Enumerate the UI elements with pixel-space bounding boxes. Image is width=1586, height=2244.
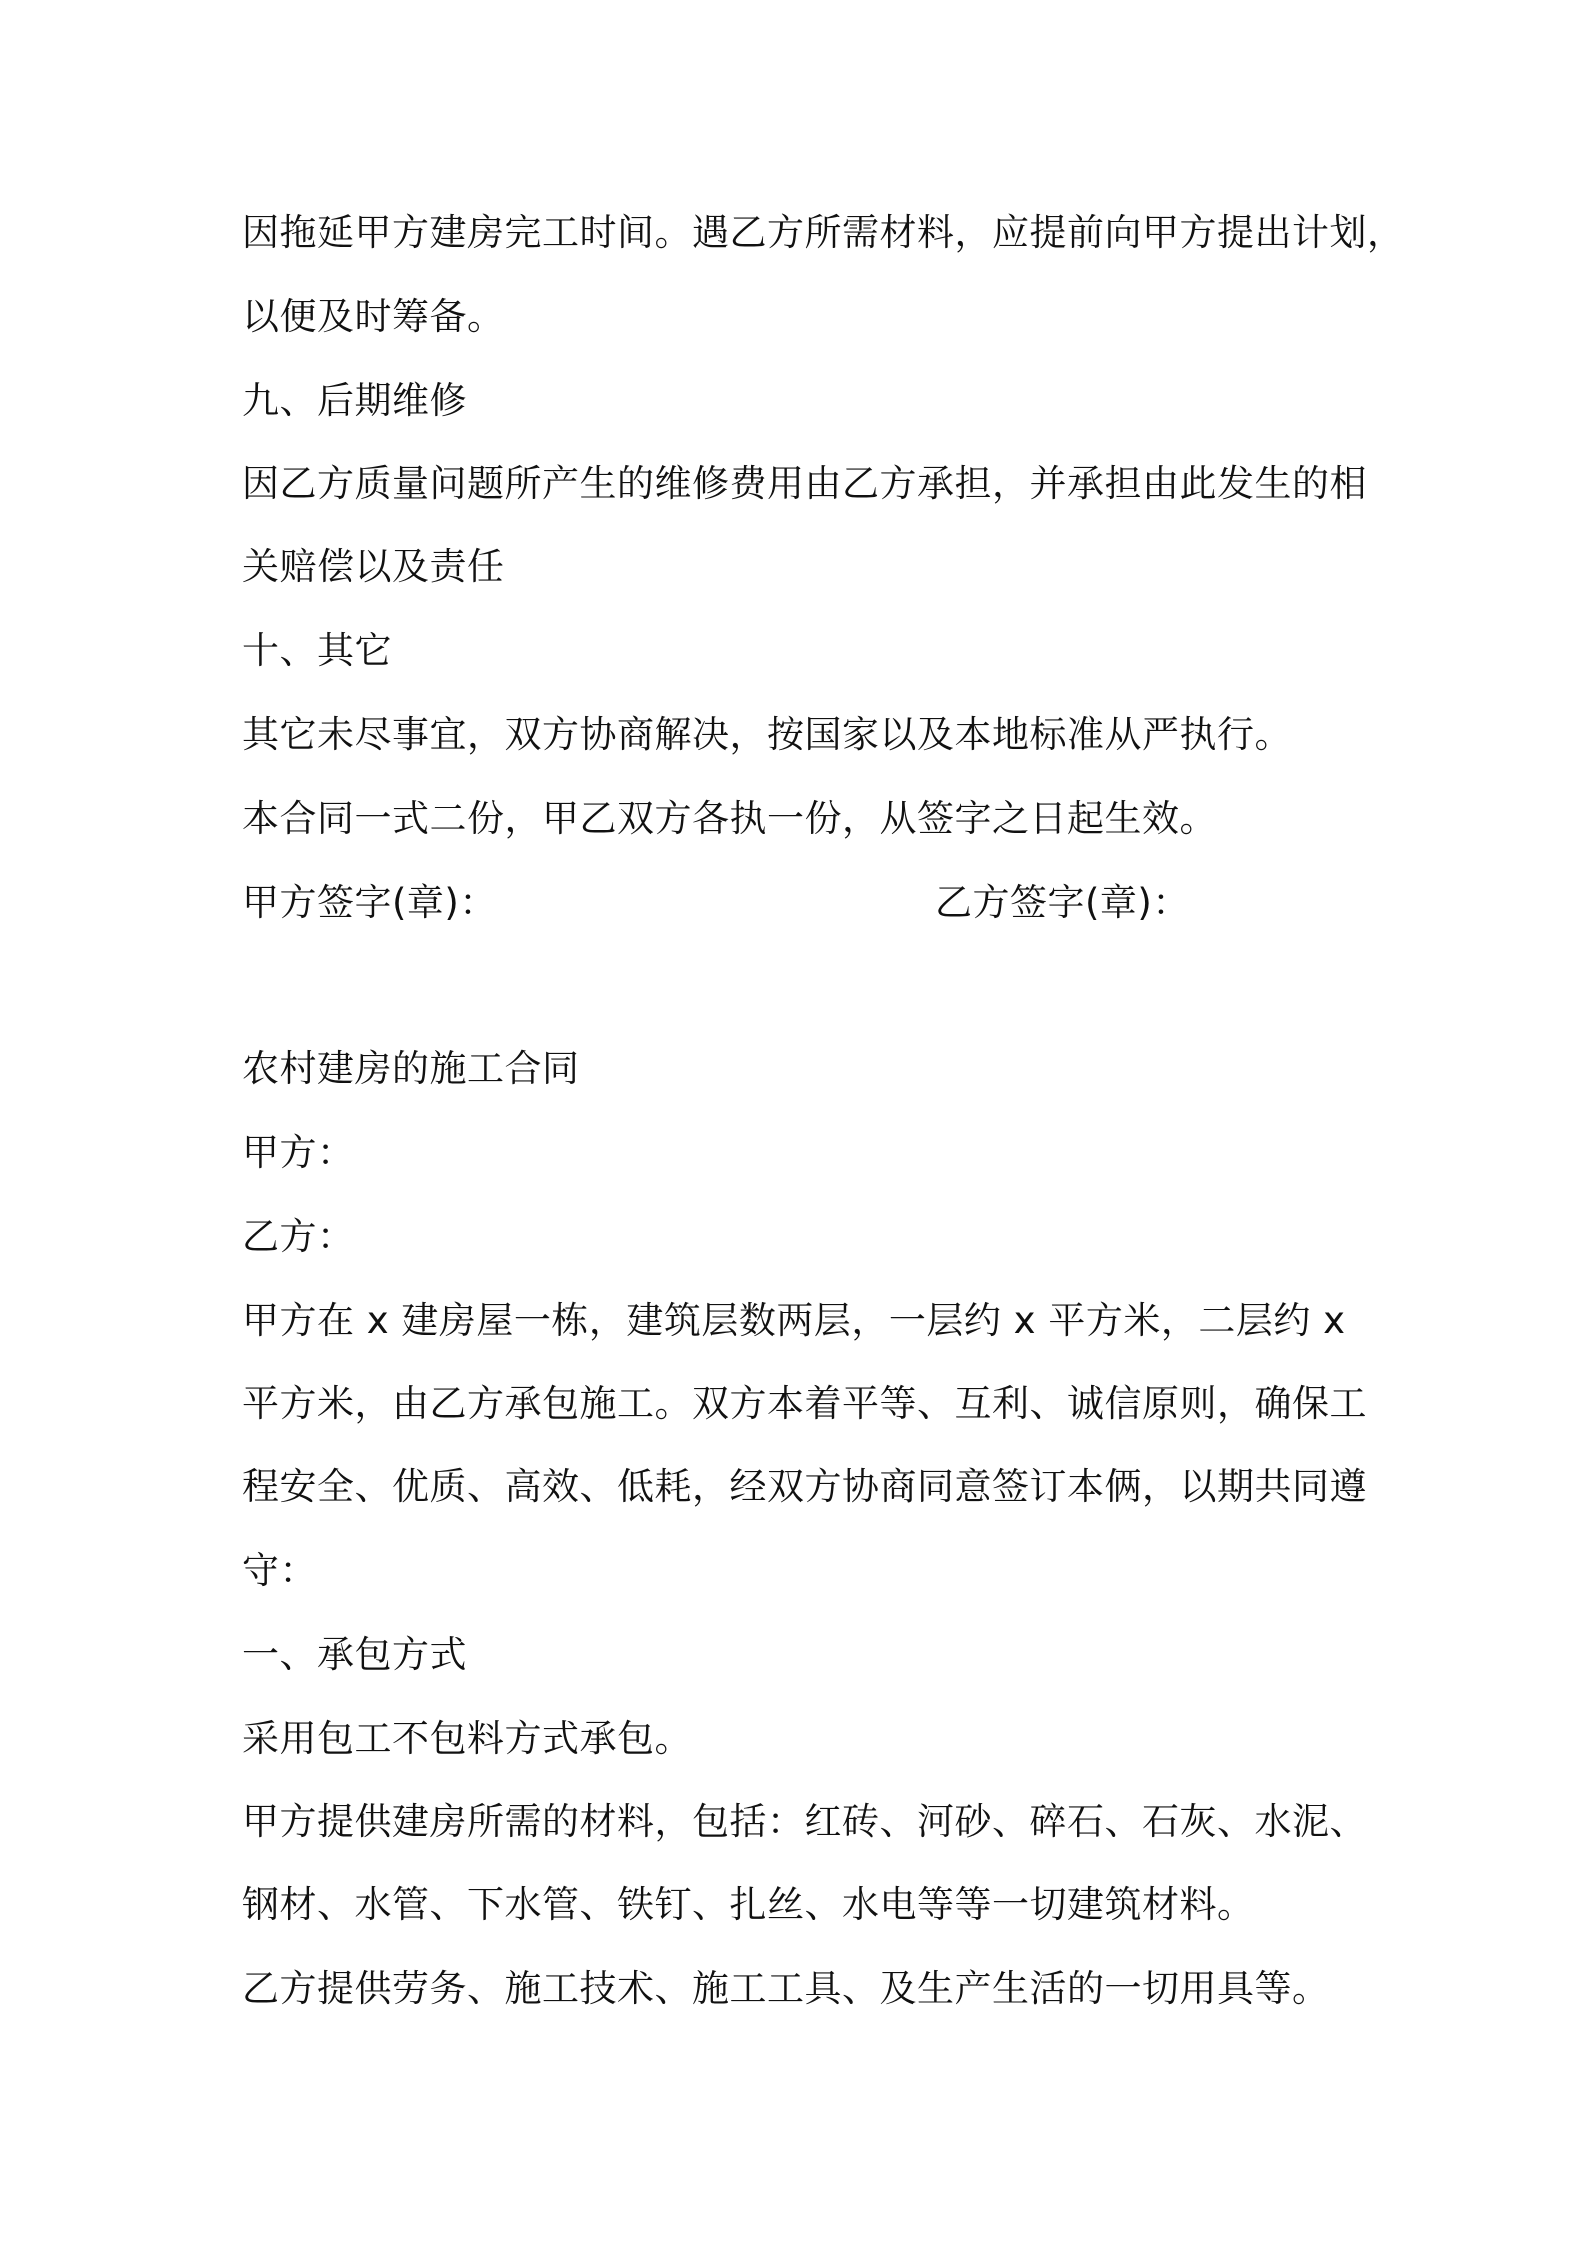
party-a-label: 甲方： [242, 1131, 355, 1174]
paragraph-line: 因乙方质量问题所产生的维修费用由乙方承担，并承担由此发生的相 [242, 462, 1367, 505]
paragraph-line: 守： [242, 1549, 317, 1592]
paragraph-line: 采用包工不包料方式承包。 [242, 1717, 692, 1760]
paragraph-line: 关赔偿以及责任 [242, 545, 505, 588]
section-heading-maintenance: 九、后期维修 [242, 379, 467, 422]
paragraph-line: 因拖延甲方建房完工时间。遇乙方所需材料，应提前向甲方提出计划， [242, 211, 1405, 254]
signature-row [242, 878, 1372, 928]
party-a-signature-label: 甲方签字(章)： [242, 881, 497, 924]
paragraph-line: 其它未尽事宜，双方协商解决，按国家以及本地标准从严执行。 [242, 713, 1292, 756]
paragraph-line: 以便及时筹备。 [242, 295, 505, 338]
section-heading-contracting-method: 一、承包方式 [242, 1633, 467, 1676]
party-b-label: 乙方： [242, 1215, 355, 1258]
paragraph-line: 程安全、优质、高效、低耗，经双方协商同意签订本俩，以期共同遵 [242, 1465, 1367, 1508]
paragraph-line: 本合同一式二份，甲乙双方各执一份，从签字之日起生效。 [242, 797, 1217, 840]
paragraph-line: 乙方提供劳务、施工技术、施工工具、及生产生活的一切用具等。 [242, 1967, 1330, 2010]
contract-title: 农村建房的施工合同 [242, 1047, 580, 1090]
paragraph-line: 钢材、水管、下水管、铁钉、扎丝、水电等等一切建筑材料。 [242, 1883, 1255, 1926]
section-heading-other: 十、其它 [242, 629, 392, 672]
party-b-signature-label: 乙方签字(章)： [935, 881, 1190, 924]
paragraph-line: 甲方在 x 建房屋一栋，建筑层数两层，一层约 x 平方米，二层约 x [242, 1299, 1346, 1342]
paragraph-line: 平方米，由乙方承包施工。双方本着平等、互利、诚信原则，确保工 [242, 1382, 1367, 1425]
paragraph-line: 甲方提供建房所需的材料，包括：红砖、河砂、碎石、石灰、水泥、 [242, 1800, 1367, 1843]
